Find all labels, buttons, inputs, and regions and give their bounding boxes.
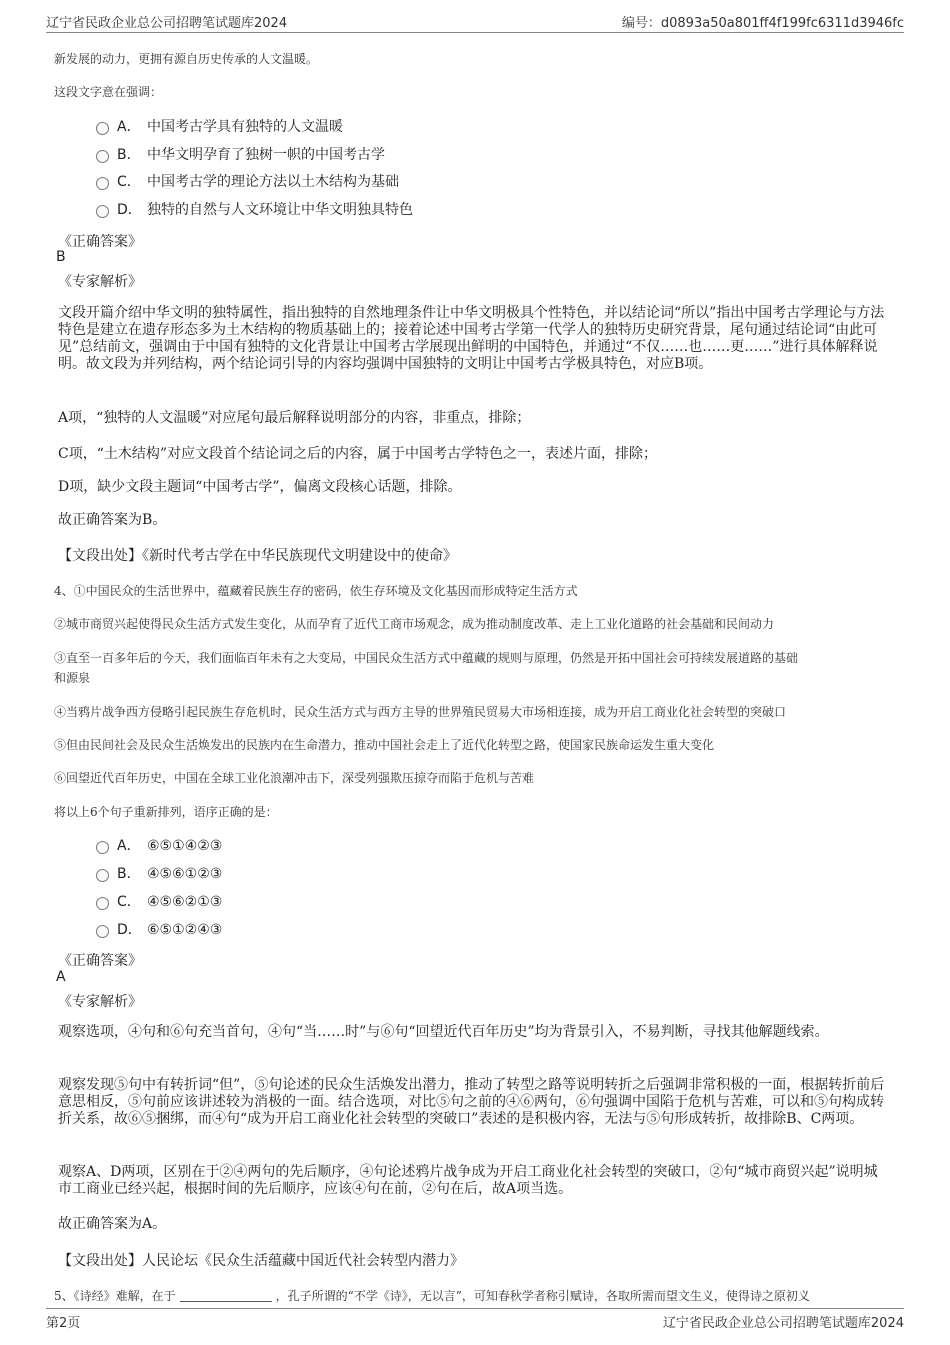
q4-analysis-label: 《专家解析》 bbox=[58, 994, 142, 1010]
radio-icon[interactable] bbox=[96, 841, 109, 854]
q4-sentence-6: ⑥回望近代百年历史，中国在全球工业化浪潮冲击下，深受列强欺压掠夺而陷于危机与苦难 bbox=[54, 771, 535, 785]
q3-option-b[interactable]: B． 中华文明孕育了独树一帜的中国考古学 bbox=[96, 145, 385, 165]
q4-answer: A bbox=[56, 969, 66, 985]
option-text: 中国考古学具有独特的人文温暖 bbox=[147, 119, 343, 135]
q4-option-a[interactable]: A． ⑥⑤①④②③ bbox=[96, 836, 222, 856]
footer-divider bbox=[46, 1308, 904, 1309]
page-number: 第2页 bbox=[46, 1316, 81, 1331]
q4-sentence-2: ②城市商贸兴起使得民众生活方式发生变化，从而孕育了近代工商市场观念，成为推动制度改革、走上工业化道路的社会基础和民间动力 bbox=[54, 617, 775, 631]
q4-source: 【文段出处】人民论坛《民众生活蕴藏中国近代社会转型内潜力》 bbox=[58, 1253, 464, 1269]
option-text: ④⑤⑥②①③ bbox=[147, 894, 223, 910]
answer-blank[interactable] bbox=[180, 1301, 272, 1302]
q4-sentence-4: ④当鸦片战争西方侵略引起民族生存危机时，民众生活方式与西方主导的世界殖民贸易大市场相连接，成为开启工商业化社会转型的突破口 bbox=[54, 705, 787, 719]
q3-analysis-para-5: 故正确答案为B。 bbox=[58, 512, 167, 528]
q4-option-d[interactable]: D． ⑥⑤①②④③ bbox=[96, 920, 222, 940]
footer-title: 辽宁省民政企业总公司招聘笔试题库2024 bbox=[662, 1316, 904, 1331]
q5-stem-end: ，孔子所谓的“不学《诗》，无以言”，可知春秋学者称引赋诗，各取所需而望文生义，使得诗之原初义 bbox=[275, 1289, 810, 1303]
q4-sentence-5: ⑤但由民间社会及民众生活焕发出的民族内在生命潜力，推动中国社会走上了近代化转型之路，使国家民族命运发生重大变化 bbox=[54, 738, 715, 752]
q4-option-c[interactable]: C． ④⑤⑥②①③ bbox=[96, 892, 222, 912]
q3-analysis-label: 《专家解析》 bbox=[58, 274, 142, 290]
q4-option-b[interactable]: B． ④⑤⑥①②③ bbox=[96, 864, 222, 884]
q4-prompt: 将以上6个句子重新排列，语序正确的是： bbox=[54, 805, 278, 819]
radio-icon[interactable] bbox=[96, 869, 109, 882]
page-header bbox=[46, 12, 904, 32]
option-text: ⑥⑤①④②③ bbox=[147, 838, 223, 854]
q4-sentence-1: 4、①中国民众的生活世界中，蕴藏着民族生存的密码，依生存环境及文化基因而形成特定生活方式 bbox=[54, 584, 578, 598]
radio-icon[interactable] bbox=[96, 205, 109, 218]
option-text: 中华文明孕育了独树一帜的中国考古学 bbox=[147, 147, 385, 163]
q5-stem bbox=[54, 1287, 810, 1304]
q4-answer-label: 《正确答案》 bbox=[58, 953, 142, 969]
q3-option-a[interactable]: A． 中国考古学具有独特的人文温暖 bbox=[96, 117, 343, 137]
q3-answer: B bbox=[56, 249, 66, 265]
radio-icon[interactable] bbox=[96, 122, 109, 135]
q3-analysis-para-3: C项，“土木结构”对应文段首个结论词之后的内容，属于中国考古学特色之一，表述片面，排除； bbox=[58, 446, 658, 462]
radio-icon[interactable] bbox=[96, 897, 109, 910]
q4-analysis-para-1: 观察选项，④句和⑥句充当首句，④句“当……时”与⑥句“回望近代百年历史”均为背景引入，不易判断，寻找其他解题线索。 bbox=[58, 1024, 829, 1040]
radio-icon[interactable] bbox=[96, 150, 109, 163]
q3-analysis-para-4: D项，缺少文段主题词“中国考古学”，偏离文段核心话题，排除。 bbox=[58, 479, 462, 495]
q4-analysis-para-3: 观察A、D两项，区别在于②④两句的先后顺序，④句论述鸦片战争成为开启工商业化社会转型的突破口，②句“城市商贸兴起”说明城市工商业已经兴起，根据时间的先后顺序，应该④句在前，②句在后，故A项当选。 bbox=[58, 1164, 878, 1197]
q3-answer-label: 《正确答案》 bbox=[58, 234, 142, 250]
header-serial: 编号：d0893a50a801ff4f199fc6311d3946fc bbox=[621, 16, 904, 31]
q4-analysis-para-4: 故正确答案为A。 bbox=[58, 1216, 167, 1232]
q3-prompt: 这段文字意在强调： bbox=[54, 85, 163, 99]
radio-icon[interactable] bbox=[96, 925, 109, 938]
q4-sentence-3-cont: 和源泉 bbox=[54, 671, 91, 685]
q3-source: 【文段出处】《新时代考古学在中华民族现代文明建设中的使命》 bbox=[58, 548, 457, 564]
header-title: 辽宁省民政企业总公司招聘笔试题库2024 bbox=[46, 16, 288, 31]
q3-analysis-para-1: 文段开篇介绍中华文明的独特属性，指出独特的自然地理条件让中华文明极具个性特色，并以结论词“所以”指出中国考古学理论与方法特色是建立在遗存形态多为土木结构的物质基础上的；接着论述中国考古学第一代学人的独特历史研究背景，尾句通过结论词“由此可见”总结前文，强调由于中国有独特的文化背景让中国考古学展现出鲜明的中国特色，并通过“不仅……也……更……”进行具体解释说明。故文段为并列结构，两个结论词引导的内容均强调中国独特的文明让中国考古学极具特色，对应B项。 bbox=[58, 305, 885, 372]
option-text: 独特的自然与人文环境让中华文明独具特色 bbox=[147, 202, 413, 218]
option-text: 中国考古学的理论方法以土木结构为基础 bbox=[147, 174, 399, 190]
header-divider bbox=[46, 32, 904, 33]
q4-analysis-para-2: 观察发现⑤句中有转折词“但”，⑤句论述的民众生活焕发出潜力，推动了转型之路等说明转折之后强调非常积极的一面，根据转折前后意思相反，⑤句前应该讲述较为消极的一面。结合选项，对比⑤句之前的④⑥两句，⑥句强调中国陷于危机与苦难，可以和⑤句构成转折关系，故⑥⑤捆绑，而④句“成为开启工商业化社会转型的突破口”表述的是积极内容，无法与⑤句形成转折，故排除B、C两项。 bbox=[58, 1077, 885, 1127]
option-text: ④⑤⑥①②③ bbox=[147, 866, 223, 882]
option-text: ⑥⑤①②④③ bbox=[147, 922, 223, 938]
q3-option-d[interactable]: D． 独特的自然与人文环境让中华文明独具特色 bbox=[96, 200, 413, 220]
q3-intro-tail: 新发展的动力，更拥有源自历史传承的人文温暖。 bbox=[54, 52, 319, 66]
q4-sentence-3: ③直至一百多年后的今天，我们面临百年未有之大变局，中国民众生活方式中蕴藏的规则与原理，仍然是开拓中国社会可持续发展道路的基础 bbox=[54, 651, 799, 665]
q3-analysis-para-2: A项，“独特的人文温暖”对应尾句最后解释说明部分的内容，非重点，排除； bbox=[58, 410, 531, 426]
q3-option-c[interactable]: C． 中国考古学的理论方法以土木结构为基础 bbox=[96, 172, 399, 192]
radio-icon[interactable] bbox=[96, 177, 109, 190]
q5-stem-start: 5、《诗经》难解，在于 bbox=[54, 1289, 176, 1303]
